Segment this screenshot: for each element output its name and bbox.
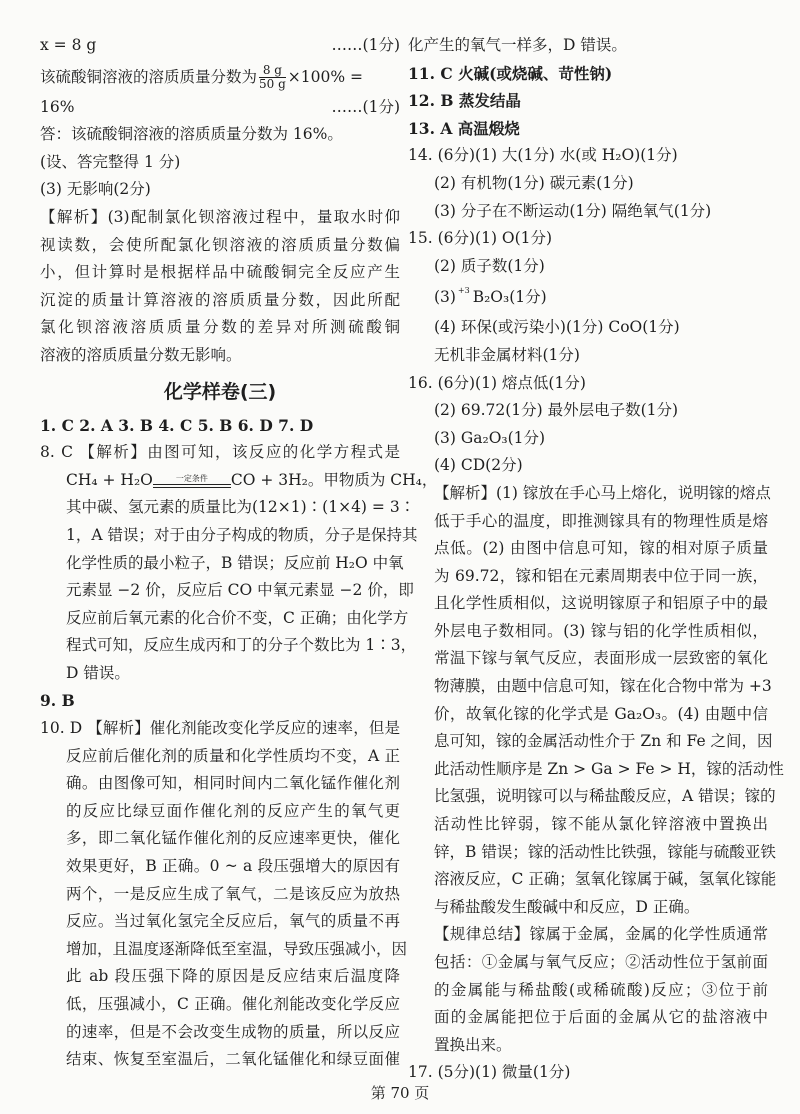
equation-right: CO + 3H₂。甲物质为 CH₄， bbox=[230, 470, 438, 489]
answer-line: (4) CD(2分) bbox=[434, 456, 523, 475]
answer-line: (3) Ga₂O₃(1分) bbox=[434, 428, 546, 447]
answer-line: 8. C 【解析】由图可知，该反应的化学方程式是 bbox=[40, 443, 400, 462]
analysis-line: 视读数，会使所配氯化钡溶液的溶质质量分数偏 bbox=[40, 235, 400, 254]
page-number: 第 70 页 bbox=[370, 1084, 430, 1102]
equals-bar bbox=[153, 484, 231, 488]
analysis-line: 增加，且温度逐渐降低至室温，导致压强减小，因 bbox=[66, 939, 408, 958]
analysis-line: 反应。当过氧化氢完全反应后，氧气的质量不再 bbox=[66, 912, 400, 931]
summary-line: 置换出来。 bbox=[434, 1035, 512, 1054]
equation-line bbox=[40, 467, 438, 495]
valence-mark: +3 bbox=[457, 286, 470, 296]
section-title: 化学样卷(三) bbox=[163, 380, 277, 403]
analysis-line: 【解析】(3)配制氯化钡溶液过程中，量取水时仰 bbox=[40, 207, 400, 226]
analysis-line: 与稀盐酸发生酸碱中和反应，D 正确。 bbox=[434, 897, 700, 916]
answer-line: 无机非金属材料(1分) bbox=[434, 345, 580, 364]
formula-text: B₂O₃(1分) bbox=[472, 288, 547, 307]
summary-line: 面的金属能把位于后面的金属从它的盐溶液中 bbox=[434, 1008, 768, 1027]
summary-line: 【规律总结】镓属于金属，金属的化学性质通常 bbox=[434, 925, 768, 944]
score: ……(1分) bbox=[331, 97, 400, 116]
analysis-line: 溶液反应，C 正确；氢氧化镓属于碱，氢氧化镓能 bbox=[434, 870, 777, 889]
analysis-line: 10. D 【解析】催化剂能改变化学反应的速率，但是 bbox=[40, 719, 400, 738]
analysis-line: 的速率，但是不会改变生成物的质量，所以反应 bbox=[66, 1022, 400, 1041]
analysis-line: 沉淀的质量计算溶液的溶质质量分数，因此所配 bbox=[40, 290, 400, 309]
calc-text: x = 8 g bbox=[40, 36, 97, 54]
left-column bbox=[40, 32, 438, 1074]
analysis-line: 点低。(2) 由图中信息可知，镓的相对原子质量 bbox=[434, 539, 768, 558]
answer-line: 13. A 高温煅烧 bbox=[408, 118, 520, 138]
answer-line bbox=[408, 280, 768, 314]
analysis-line: 元素显 −2 价，反应后 CO 中氧元素显 −2 价，即 bbox=[66, 581, 414, 600]
summary-line: 的金属能与稀盐酸(或稀硫酸)反应；③位于前 bbox=[434, 980, 768, 999]
calc-text: 该硫酸铜溶液的溶质质量分数为 bbox=[40, 67, 258, 86]
analysis-line: 常温下镓与氧气反应，表面形成一层致密的氧化 bbox=[434, 649, 768, 668]
analysis-line: 锌，B 错误；镓的活动性比铁强，镓能与硫酸亚铁 bbox=[434, 842, 776, 861]
analysis-line: 【解析】(1) 镓放在手心马上熔化，说明镓的熔点 bbox=[434, 483, 771, 502]
calc-text: 16% bbox=[40, 97, 75, 116]
analysis-line: 小，但计算时是根据样品中硫酸铜完全反应产生 bbox=[40, 263, 400, 282]
analysis-line: 比氢强，说明镓可以与稀盐酸反应，A 错误；镓的 bbox=[434, 787, 776, 806]
analysis-line: 活动性比锌弱，镓不能从氯化锌溶液中置换出 bbox=[434, 815, 768, 834]
item-prefix: (3) bbox=[434, 288, 461, 307]
analysis-line: 氯化钡溶液溶质质量分数的差异对所测硫酸铜 bbox=[40, 318, 400, 337]
analysis-line: 外层电子数相同。(3) 镓与铝的化学性质相似， bbox=[434, 621, 768, 640]
condition-arrow bbox=[153, 474, 231, 488]
analysis-line: 程式可知，反应生成丙和丁的分子个数比为 1∶3， bbox=[66, 636, 417, 655]
analysis-line: 物薄膜，由题中信息可知，镓在化合物中常为 +3 bbox=[434, 677, 772, 696]
answer-line: 17. (5分)(1) 微量(1分) bbox=[408, 1063, 571, 1082]
analysis-line: 价，故氧化镓的化学式是 Ga₂O₃。(4) 由题中信 bbox=[434, 704, 768, 723]
answer-line: 15. (6分)(1) O(1分) bbox=[408, 229, 553, 248]
analysis-line: 1，A 错误；对于由分子构成的物质，分子是保持其 bbox=[66, 525, 418, 544]
answer-line: 9. B bbox=[40, 691, 75, 711]
numerator: 8 g bbox=[259, 64, 286, 78]
analysis-line: 效果更好，B 正确。0 ~ a 段压强增大的原因有 bbox=[66, 857, 400, 876]
analysis-line: 低于手心的温度，即推测镓具有的物理性质是熔 bbox=[434, 511, 768, 530]
calc-line bbox=[40, 60, 400, 94]
answer-line: (2) 质子数(1分) bbox=[434, 256, 545, 275]
analysis-line: 此活动性顺序是 Zn > Ga > Fe > H，镓的活动性 bbox=[434, 759, 784, 778]
equation-left: CH₄ + H₂O bbox=[66, 470, 153, 489]
analysis-line: 为 69.72，镓和铝在元素周期表中位于同一族， bbox=[434, 566, 768, 585]
note-line: (设、答完整得 1 分) bbox=[40, 152, 181, 171]
answer-line: 答：该硫酸铜溶液的溶质质量分数为 16%。 bbox=[40, 125, 343, 144]
analysis-line: 反应前后氧元素的化合价不变，C 正确；由化学方 bbox=[66, 608, 409, 627]
calc-line bbox=[40, 94, 400, 122]
analysis-line: D 错误。 bbox=[66, 663, 130, 682]
analysis-line: 息可知，镓的金属活动性介于 Zn 和 Fe 之间，因 bbox=[434, 732, 773, 751]
analysis-line: 且化学性质相似，这说明镓原子和铝原子中的最 bbox=[434, 594, 768, 613]
score: ……(1分) bbox=[331, 36, 400, 54]
analysis-line: 两个，一是反应生成了氧气，二是该反应为放热 bbox=[66, 884, 400, 903]
condition-text: 一定条件 bbox=[175, 473, 208, 483]
answer-line: (2) 有机物(1分) 碳元素(1分) bbox=[434, 173, 634, 192]
right-column bbox=[408, 32, 784, 1087]
denominator: 50 g bbox=[259, 77, 286, 92]
analysis-line: 反应前后催化剂的质量和化学性质均不变，A 正 bbox=[66, 746, 400, 765]
calc-text: ×100% = bbox=[287, 67, 363, 86]
analysis-line: 确。由图像可知，相同时间内二氧化锰作催化剂 bbox=[66, 774, 400, 793]
analysis-line: 化学性质的最小粒子，B 错误；反应前 H₂O 中氧 bbox=[66, 553, 404, 572]
analysis-line: 化产生的氧气一样多，D 错误。 bbox=[408, 36, 627, 54]
answer-line: 16. (6分)(1) 熔点低(1分) bbox=[408, 373, 586, 392]
answer-line: 14. (6分)(1) 大(1分) 水(或 H₂O)(1分) bbox=[408, 146, 678, 165]
analysis-line: 此 ab 段压强下降的原因是反应结束后温度降 bbox=[66, 967, 400, 986]
analysis-line: 其中碳、氢元素的质量比为(12×1)∶(1×4) = 3∶ bbox=[66, 498, 416, 517]
answer-line: 12. B 蒸发结晶 bbox=[408, 91, 521, 111]
fraction bbox=[259, 64, 286, 91]
analysis-line: 结束、恢复至室温后，二氧化锰催化和绿豆面催 bbox=[66, 1050, 400, 1069]
answer-line: (4) 环保(或污染小)(1分) CoO(1分) bbox=[434, 318, 680, 337]
analysis-line: 低，压强减小，C 正确。催化剂能改变化学反应 bbox=[66, 995, 400, 1013]
analysis-line: 溶液的溶质质量分数无影响。 bbox=[40, 345, 242, 364]
answer-line: (3) 分子在不断运动(1分) 隔绝氧气(1分) bbox=[434, 201, 712, 220]
answer-line: (3) 无影响(2分) bbox=[40, 180, 151, 199]
analysis-line: 多，即二氧化锰作催化剂的反应速率更快，催化 bbox=[66, 829, 400, 848]
answer-line: (2) 69.72(1分) 最外层电子数(1分) bbox=[434, 401, 679, 420]
summary-line: 包括：①金属与氧气反应；②活动性位于氢前面 bbox=[434, 953, 768, 971]
answer-line: 11. C 火碱(或烧碱、苛性钠) bbox=[408, 63, 613, 83]
analysis-line: 的反应比绿豆面作催化剂的反应产生的氧气更 bbox=[66, 801, 400, 820]
answer-line: 1. C 2. A 3. B 4. C 5. B 6. D 7. D bbox=[40, 415, 314, 435]
calc-line bbox=[40, 32, 400, 60]
